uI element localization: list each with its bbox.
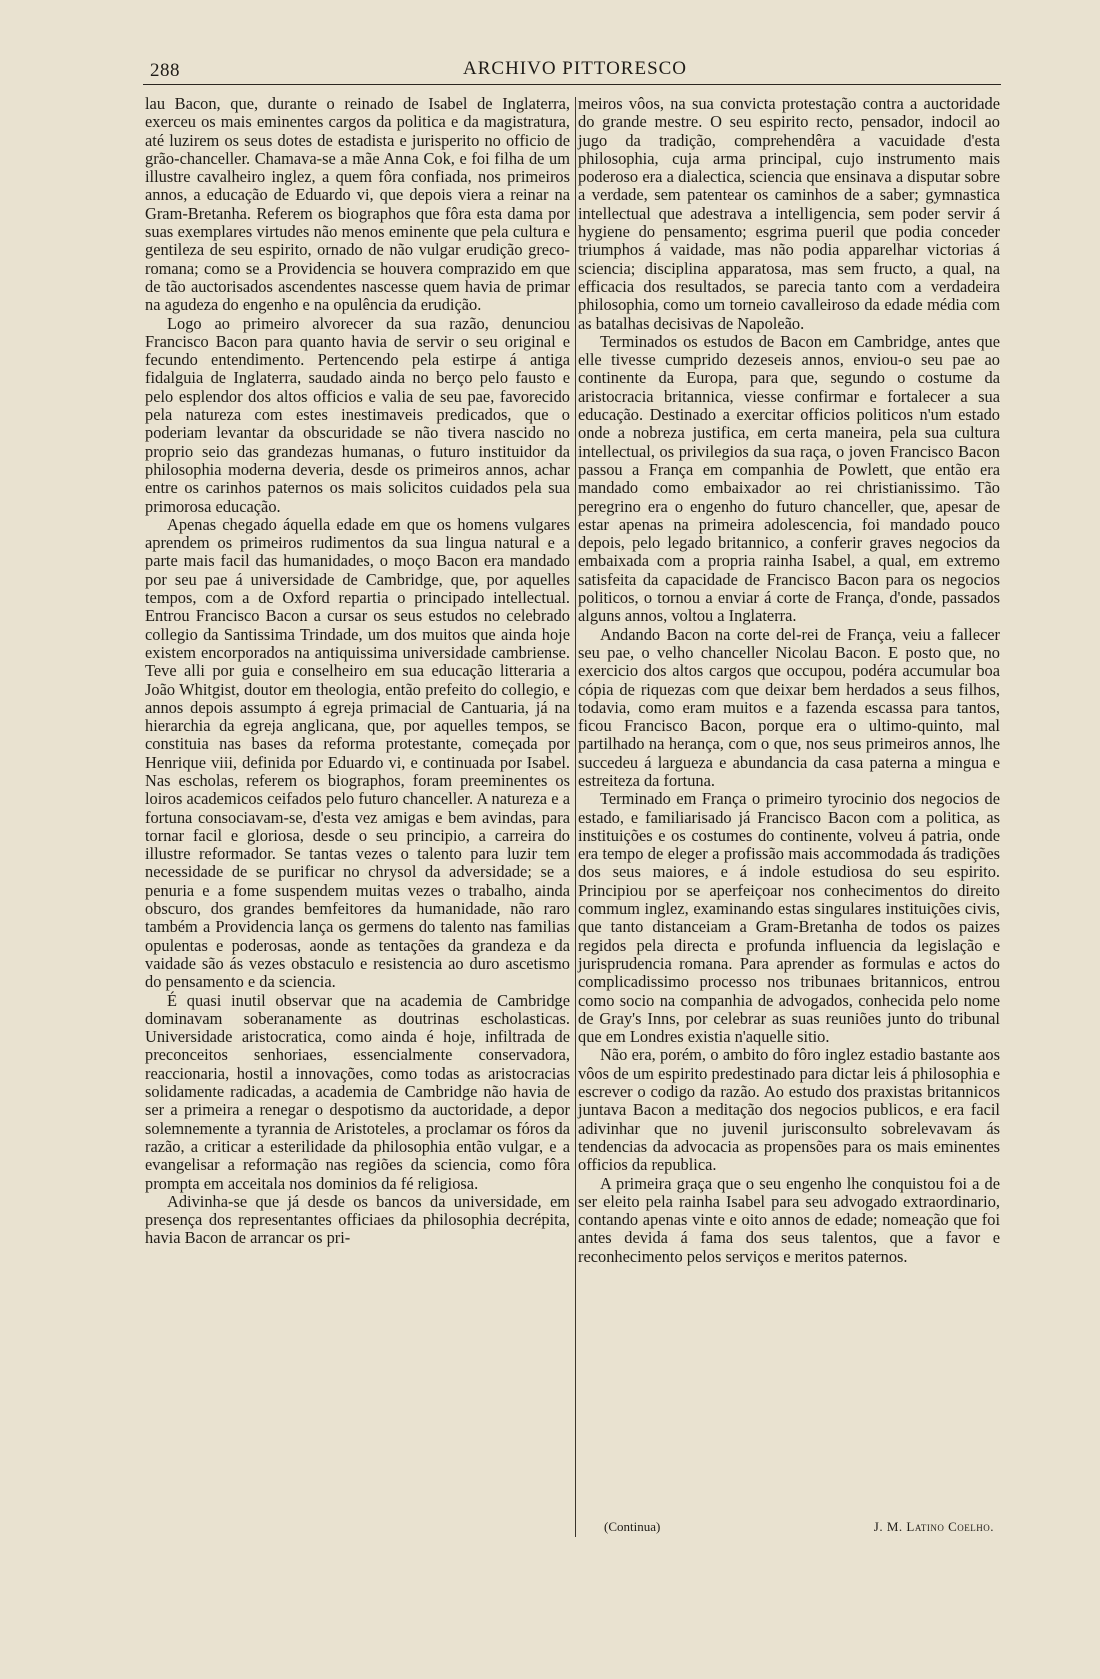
paragraph: Apenas chegado áquella edade em que os homens vulgares aprendem os primeiros rudimentos da sua lingua natural e a parte mais facil das humanidades, o moço Bacon era mandado por seu pae á universidade de Cambridge, que, por aquelles tempos, com a de Oxford repartia o principado intellectual. Entrou Francisco Bacon a cursar os seus estudos no celebrado collegio da Santissima Trindade, um dos muitos que ainda hoje existem encorporados na antiquissima universidade cambriense. Teve alli por guia e conselheiro em sua educação litteraria a João Whitgist, doutor em theologia, então prefeito do collegio, e annos depois assumpto á egreja primacial de Cantuaria, já na hierarchia da egreja anglicana, que, por aquelles tempos, se constituia nas bases da reforma protestante, começada por Henrique viii, definida por Eduardo vi, e continuada por Isabel. Nas escholas, referem os biographos, foram preeminentes os loiros academicos ceifados pelo futuro chanceller. A natureza e a fortuna consociavam-se, d'esta vez amigas e bem avindas, para tornar facil e gloriosa, desde o seu principio, a carreira do illustre reformador. Se tantas vezes o talento para luzir tem necessidade de se purificar no chrysol da adversidade; se a penuria e a fome suspendem muitas vezes o trabalho, ainda obscuro, dos grandes bemfeitores da humanidade, não raro também a Providencia lança os germens do talento nas familias opulentas e poderosas, aonde as tentações da grandeza e da vaidade são ás vezes obstaculo e resistencia ao duro ascetismo do pensamento e da sciencia. (145, 514, 570, 992)
paragraph: Andando Bacon na corte del-rei de França, veiu a fallecer seu pae, o velho chanceller Nicolau Bacon. E posto que, no exercicio dos altos cargos que occupou, podéra accumular boa cópia de riquezas com que deixar bem herdados a seus filhos, todavia, como eram muitos e a fazenda escassa para tantos, ficou Francisco Bacon, porque era o ultimo-quinto, mal partilhado na herança, com o que, nos seus primeiros annos, lhe succedeu á largueza e abundancia da casa paterna a mingua e estreiteza da fortuna. (578, 624, 1000, 790)
paragraph: Não era, porém, o ambito do fôro inglez estadio bastante aos vôos de um espirito predestinado para dictar leis á philosophia e escrever o codigo da razão. Ao estudo dos praxistas britannicos juntava Bacon a meditação dos negocios publicos, e era facil adivinhar que no juvenil jurisconsulto sobrelevavam ás tendencias da advocacia as propensões para os mais eminentes officios da republica. (578, 1045, 1000, 1175)
article-footer (604, 1519, 994, 1535)
continuation-note: (Continua) (604, 1519, 661, 1534)
left-column (145, 95, 570, 1540)
paragraph: Adivinha-se que já desde os bancos da universidade, em presença dos representantes officiaes da philosophia decrépita, havia Bacon de arrancar os pri- (145, 1191, 570, 1248)
paragraph: lau Bacon, que, durante o reinado de Isabel de Inglaterra, exerceu os mais eminentes cargos da politica e da magistratura, até luzirem os seus dotes de estadista e jurisperito no officio de grão-chanceller. Chamava-se a mãe Anna Cok, e foi filha de um illustre cavalheiro inglez, a quem fôra confiada, nos primeiros annos, a educação de Eduardo vi, que depois viera a reinar na Gram-Bretanha. Referem os biographos que fôra esta dama por suas exemplares virtudes não menos eminente que pela cultura e gentileza de seu espirito, ornado de não vulgar erudição greco-romana; como se a Providencia se houvera comprazido em que de tão auctorisados ascendentes nascesse quem havia de primar na agudeza do engenho e na opulência da erudição. (145, 94, 570, 315)
header-rule (143, 84, 1001, 85)
paragraph: É quasi inutil observar que na academia de Cambridge dominavam soberanamente as doutrinas escholasticas. Universidade aristocratica, como ainda é hoje, infiltrada de preconceitos senhoriaes, essencialmente conservadora, reaccionaria, hostil a innovações, como todas as aristocracias solidamente radicadas, a academia de Cambridge não havia de ser a primeira a renegar o despotismo da auctoridade, a depor solemnemente a tyrannia de Aristoteles, a proclamar os fóros da razão, a criticar a esterilidade da philosophia então vulgar, e a evangelisar a reformação nas regiões da sciencia, como fôra prompta em acceitala nos dominios da fé religiosa. (145, 990, 570, 1193)
right-column (578, 95, 1000, 1540)
page-number: 288 (150, 60, 180, 81)
paragraph: Logo ao primeiro alvorecer da sua razão, denunciou Francisco Bacon para quanto havia de servir o seu original e fecundo entendimento. Pertencendo pela estirpe á antiga fidalguia de Inglaterra, saudado ainda no berço pelo fausto e pelo esplendor dos altos officios e valia de seu pae, favorecido pela natureza com estes inestimaveis predicados, que o poderiam levantar da obscuridade se não tivera nascido no proprio seio das grandezas humanas, o futuro instituidor da philosophia moderna deveria, desde os primeiros annos, achar entre os carinhos paternos os mais solicitos cuidados pela sua primorosa educação. (145, 313, 570, 516)
column-divider (575, 97, 576, 1537)
running-header-title: ARCHIVO PITTORESCO (463, 58, 688, 79)
author-signature: J. M. Latino Coelho. (873, 1519, 994, 1534)
paragraph: A primeira graça que o seu engenho lhe conquistou foi a de ser eleito pela rainha Isabel para seu advogado extraordinario, contando apenas vinte e oito annos de edade; nomeação que foi antes devida á fama dos seus talentos, que a favor e reconhecimento pelos serviços e meritos paternos. (578, 1173, 1000, 1266)
paragraph: Terminado em França o primeiro tyrocinio dos negocios de estado, e familiarisado já Francisco Bacon com a politica, as instituições e os costumes do continente, volveu á patria, onde era tempo de eleger a profissão mais accommodada ás tradições dos seus maiores, e á indole estudiosa do seu espirito. Principiou por se aperfeiçoar nos conhecimentos do direito commum inglez, examinando estas singulares instituições civis, que tanto distanceiam a Gram-Bretanha de todos os paizes regidos pela directa e profunda influencia da legislação e jurisprudencia romana. Para aprender as formulas e actos do complicadissimo processo nos tribunaes britannicos, entrou como socio na companhia de advogados, conhecida pelo nome de Gray's Inns, por celebrar as suas reuniões junto do tribunal que em Londres existia n'aquelle sitio. (578, 789, 1000, 1047)
paragraph: Terminados os estudos de Bacon em Cambridge, antes que elle tivesse cumprido dezeseis annos, enviou-o seu pae ao continente da Europa, para que, segundo o costume da aristocracia britannica, viesse confirmar e fortalecer a sua educação. Destinado a exercitar officios politicos n'um estado onde a nobreza justifica, em certa maneira, pela sua cultura intellectual, os privilegios da sua raça, o joven Francisco Bacon passou a França em companhia de Powlett, que então era mandado como embaixador ao rei christianissimo. Tão peregrino era o engenho do futuro chanceller, que, apesar de estar apenas na primeira adolescencia, foi mandado pouco depois, pelo legado britannico, a conferir graves negocios da embaixada com a propria rainha Isabel, a qual, em extremo satisfeita da capacidade de Francisco Bacon para os negocios politicos, o tornou a enviar á corte de França, d'onde, passados alguns annos, voltou a Inglaterra. (578, 331, 1000, 626)
paragraph: meiros vôos, na sua convicta protestação contra a auctoridade do grande mestre. O seu espirito recto, pensador, indocil ao jugo da tradição, comprehendêra a vacuidade d'esta philosophia, cuja arma principal, cujo instrumento mais poderoso era a dialectica, sciencia que ensinava a disputar sobre a verdade, sem patentear os caminhos de a saber; gymnastica intellectual que adestrava a intelligencia, sem poder servir á hygiene do pensamento; esgrima pueril que podia conceder triumphos á vaidade, mas não podia apparelhar victorias á sciencia; disciplina apparatosa, mas sem fructo, a qual, na efficacia dos resultados, se parecia tanto com a verdadeira philosophia, como um torneio cavalleiroso da edade média com as batalhas decisivas de Napoleão. (578, 94, 1000, 333)
